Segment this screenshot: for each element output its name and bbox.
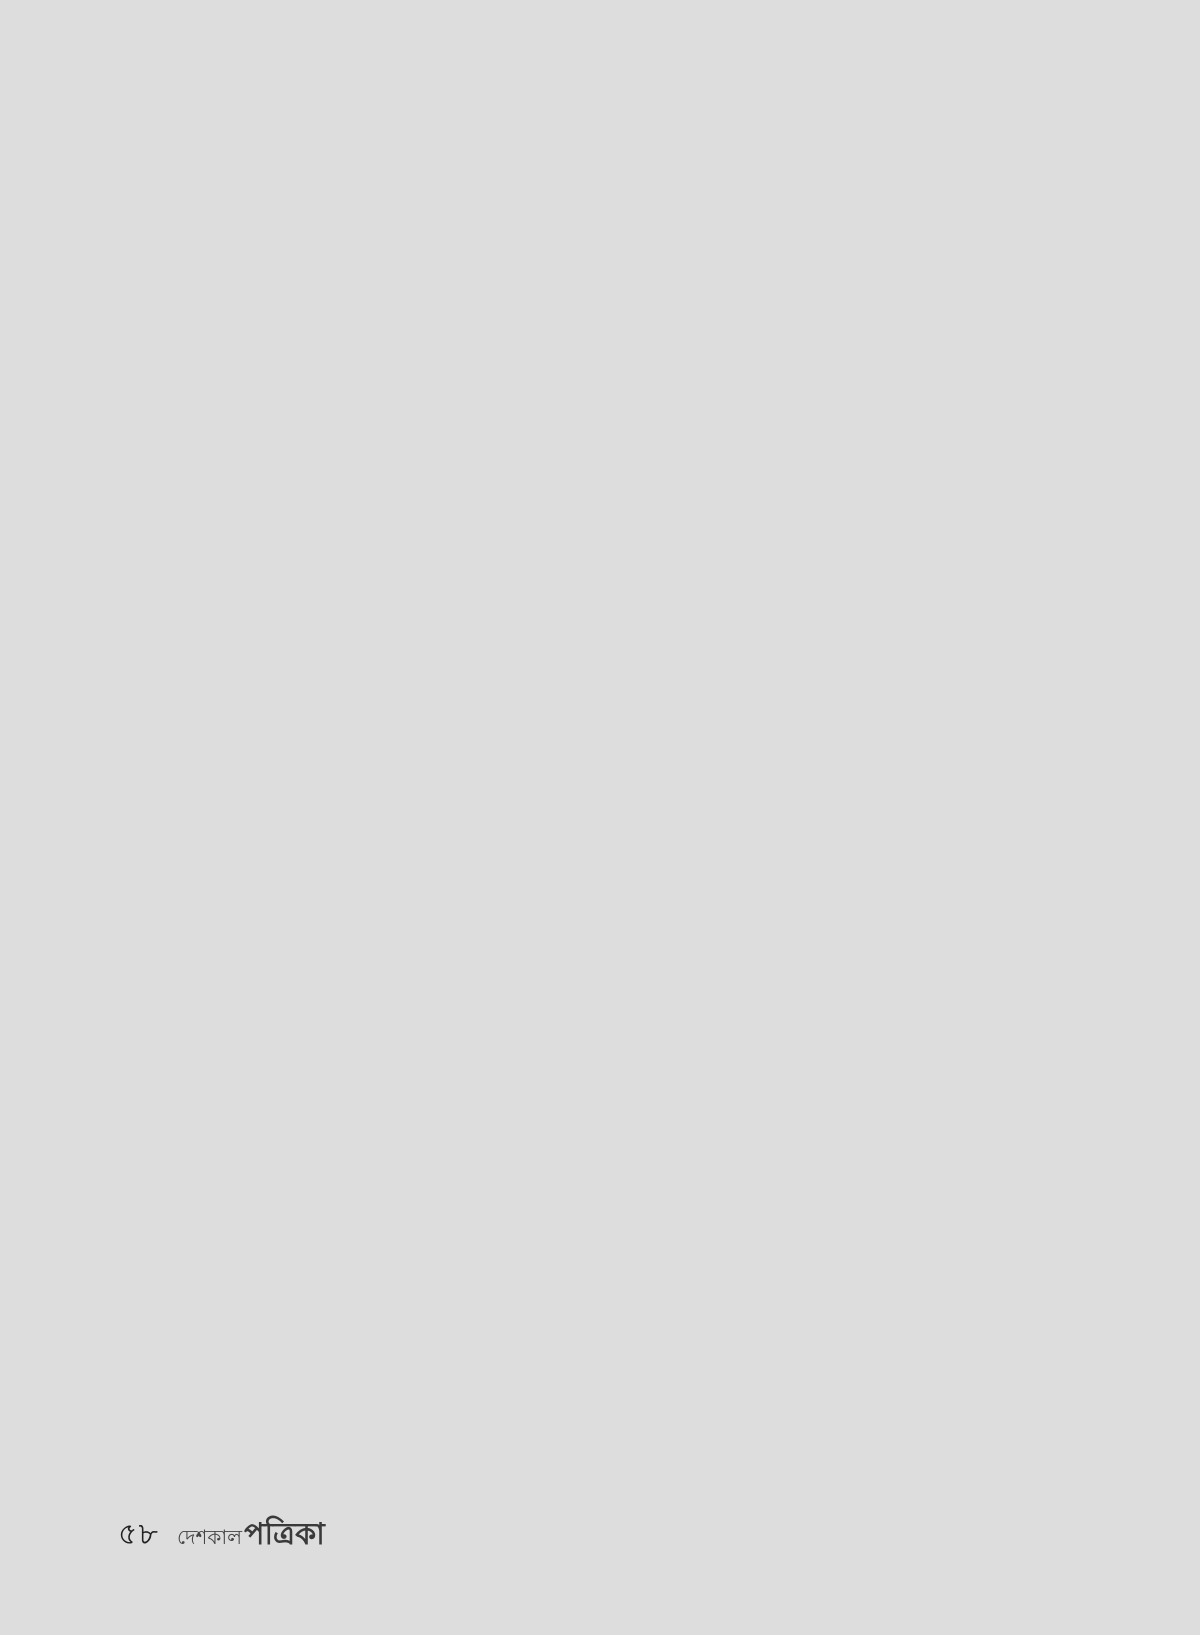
right-column [624,108,1094,1488]
masthead-big-text: পত্রিকা [244,1516,325,1552]
magazine-masthead [177,1510,325,1561]
left-column [122,108,592,1488]
left-column-text [122,108,592,109]
right-column-text [624,108,1094,109]
masthead-small-text: দেশকাল [176,1524,243,1549]
page-footer [118,1514,325,1556]
page-number: ৫৮ [118,1516,159,1552]
